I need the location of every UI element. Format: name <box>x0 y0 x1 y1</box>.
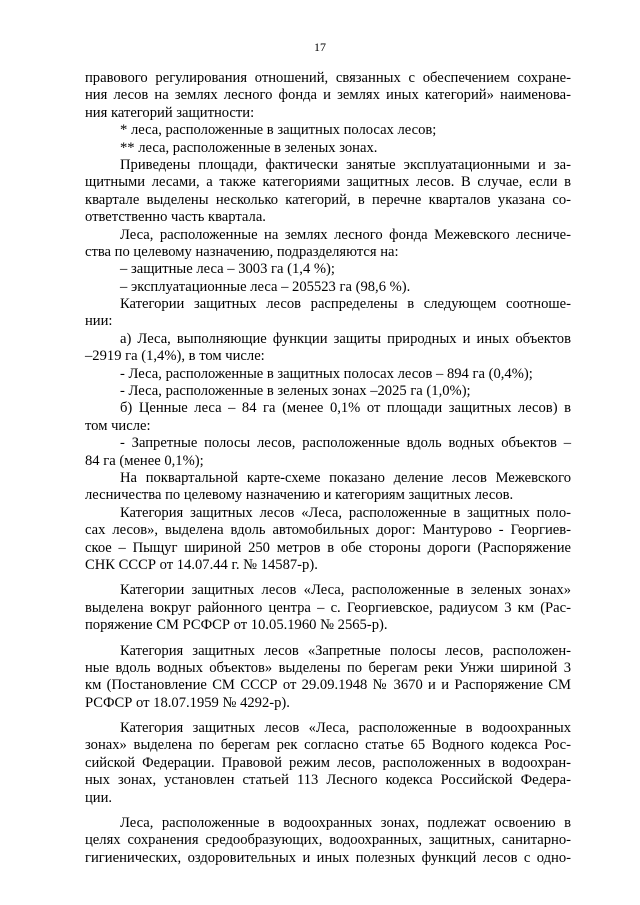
text-line: гигиенических, оздоровительных и иных полезных функций лесов с одно- <box>85 849 571 866</box>
text-line: –2919 га (1,4%), в том числе: <box>85 348 265 365</box>
text-line: Леса, расположенные на землях лесного фонда Межевского лесниче- <box>120 226 571 243</box>
text-line: ** леса, расположенные в зеленых зонах. <box>120 139 378 156</box>
text-line: а) Леса, выполняющие функции защиты природных и иных объектов <box>120 330 571 347</box>
text-line: Категория защитных лесов «Запретные полосы лесов, расположен- <box>120 642 571 659</box>
text-line: ское – Пыщуг шириной 250 метров в обе стороны дороги (Распоряжение <box>85 539 571 556</box>
text-line: РСФСР от 18.07.1959 № 4292-р). <box>85 694 290 711</box>
text-line: * леса, расположенные в защитных полосах лесов; <box>120 122 437 139</box>
document-body <box>85 70 571 867</box>
text-line: СНК СССР от 14.07.44 г. № 14587-р). <box>85 556 318 573</box>
text-line: – защитные леса – 3003 га (1,4 %); <box>120 261 335 278</box>
text-line: – эксплуатационные леса – 205523 га (98,6 %). <box>120 278 411 295</box>
text-line: нии: <box>85 313 113 330</box>
text-line: 84 га (менее 0,1%); <box>85 452 204 469</box>
text-line: правового регулирования отношений, связанных с обеспечением сохране- <box>85 70 571 86</box>
text-line: ответственно часть квартала. <box>85 209 266 226</box>
text-line: б) Ценные леса – 84 га (менее 0,1% от площади защитных лесов) в <box>120 400 571 417</box>
text-line: ния категорий защитности: <box>85 104 255 121</box>
text-line: сийской Федерации. Правовой режим лесов, расположенных в водоохран- <box>85 754 571 771</box>
text-line: Приведены площади, фактически занятые эксплуатационными и за- <box>120 156 571 173</box>
text-line: - Леса, расположенные в защитных полосах лесов – 894 га (0,4%); <box>120 365 533 382</box>
text-line: км (Постановление СМ СССР от 29.09.1948 № 3670 и и Распоряжение СМ <box>85 677 571 694</box>
text-line: ства по целевому назначению, подразделяются на: <box>85 243 399 260</box>
page-number: 17 <box>314 40 326 54</box>
text-line: ции. <box>85 789 113 806</box>
text-line: выделена вокруг районного центра – с. Георгиевское, радиусом 3 км (Рас- <box>85 599 571 616</box>
text-line: лесничества по целевому назначению и категориям защитных лесов. <box>85 487 514 504</box>
text-line: Категории защитных лесов распределены в следующем соотноше- <box>120 296 571 313</box>
text-line: - Запретные полосы лесов, расположенные вдоль водных объектов – <box>120 435 571 452</box>
text-line: зонах» выделена по берегам рек согласно статье 65 Водного кодекса Рос- <box>85 737 571 754</box>
text-line: Леса, расположенные в водоохранных зонах, подлежат освоению в <box>120 815 571 832</box>
text-line: ния лесов на землях лесного фонда и землях иных категорий» наименова- <box>85 87 571 104</box>
text-line: щитными лесами, а также категориями защитных лесов. В случае, если в <box>85 174 571 191</box>
text-line: На поквартальной карте-схеме показано деление лесов Межевского <box>120 469 571 486</box>
text-line: Категории защитных лесов «Леса, расположенные в зеленых зонах» <box>120 582 571 599</box>
text-line: том числе: <box>85 417 151 434</box>
text-line: квартале выделены несколько категорий, в перечне кварталов указана со- <box>85 191 571 208</box>
text-line: Категория защитных лесов «Леса, расположенные в защитных поло- <box>120 504 571 521</box>
text-line: ные вдоль водных объектов» выделены по берегам реки Унжи шириной 3 <box>85 659 571 676</box>
text-line: целях сохранения средообразующих, водоохранных, защитных, санитарно- <box>85 832 571 849</box>
text-line: поряжение СМ РСФСР от 10.05.1960 № 2565-р). <box>85 617 388 634</box>
text-line: сах лесов», выделена вдоль автомобильных дорог: Мантурово - Георгиев- <box>85 522 571 539</box>
text-line: Категория защитных лесов «Леса, расположенные в водоохранных <box>120 720 571 737</box>
text-line: ных зонах, установлен статьей 113 Лесного кодекса Российской Федера- <box>85 772 571 789</box>
text-line: - Леса, расположенные в зеленых зонах –2025 га (1,0%); <box>120 383 471 400</box>
